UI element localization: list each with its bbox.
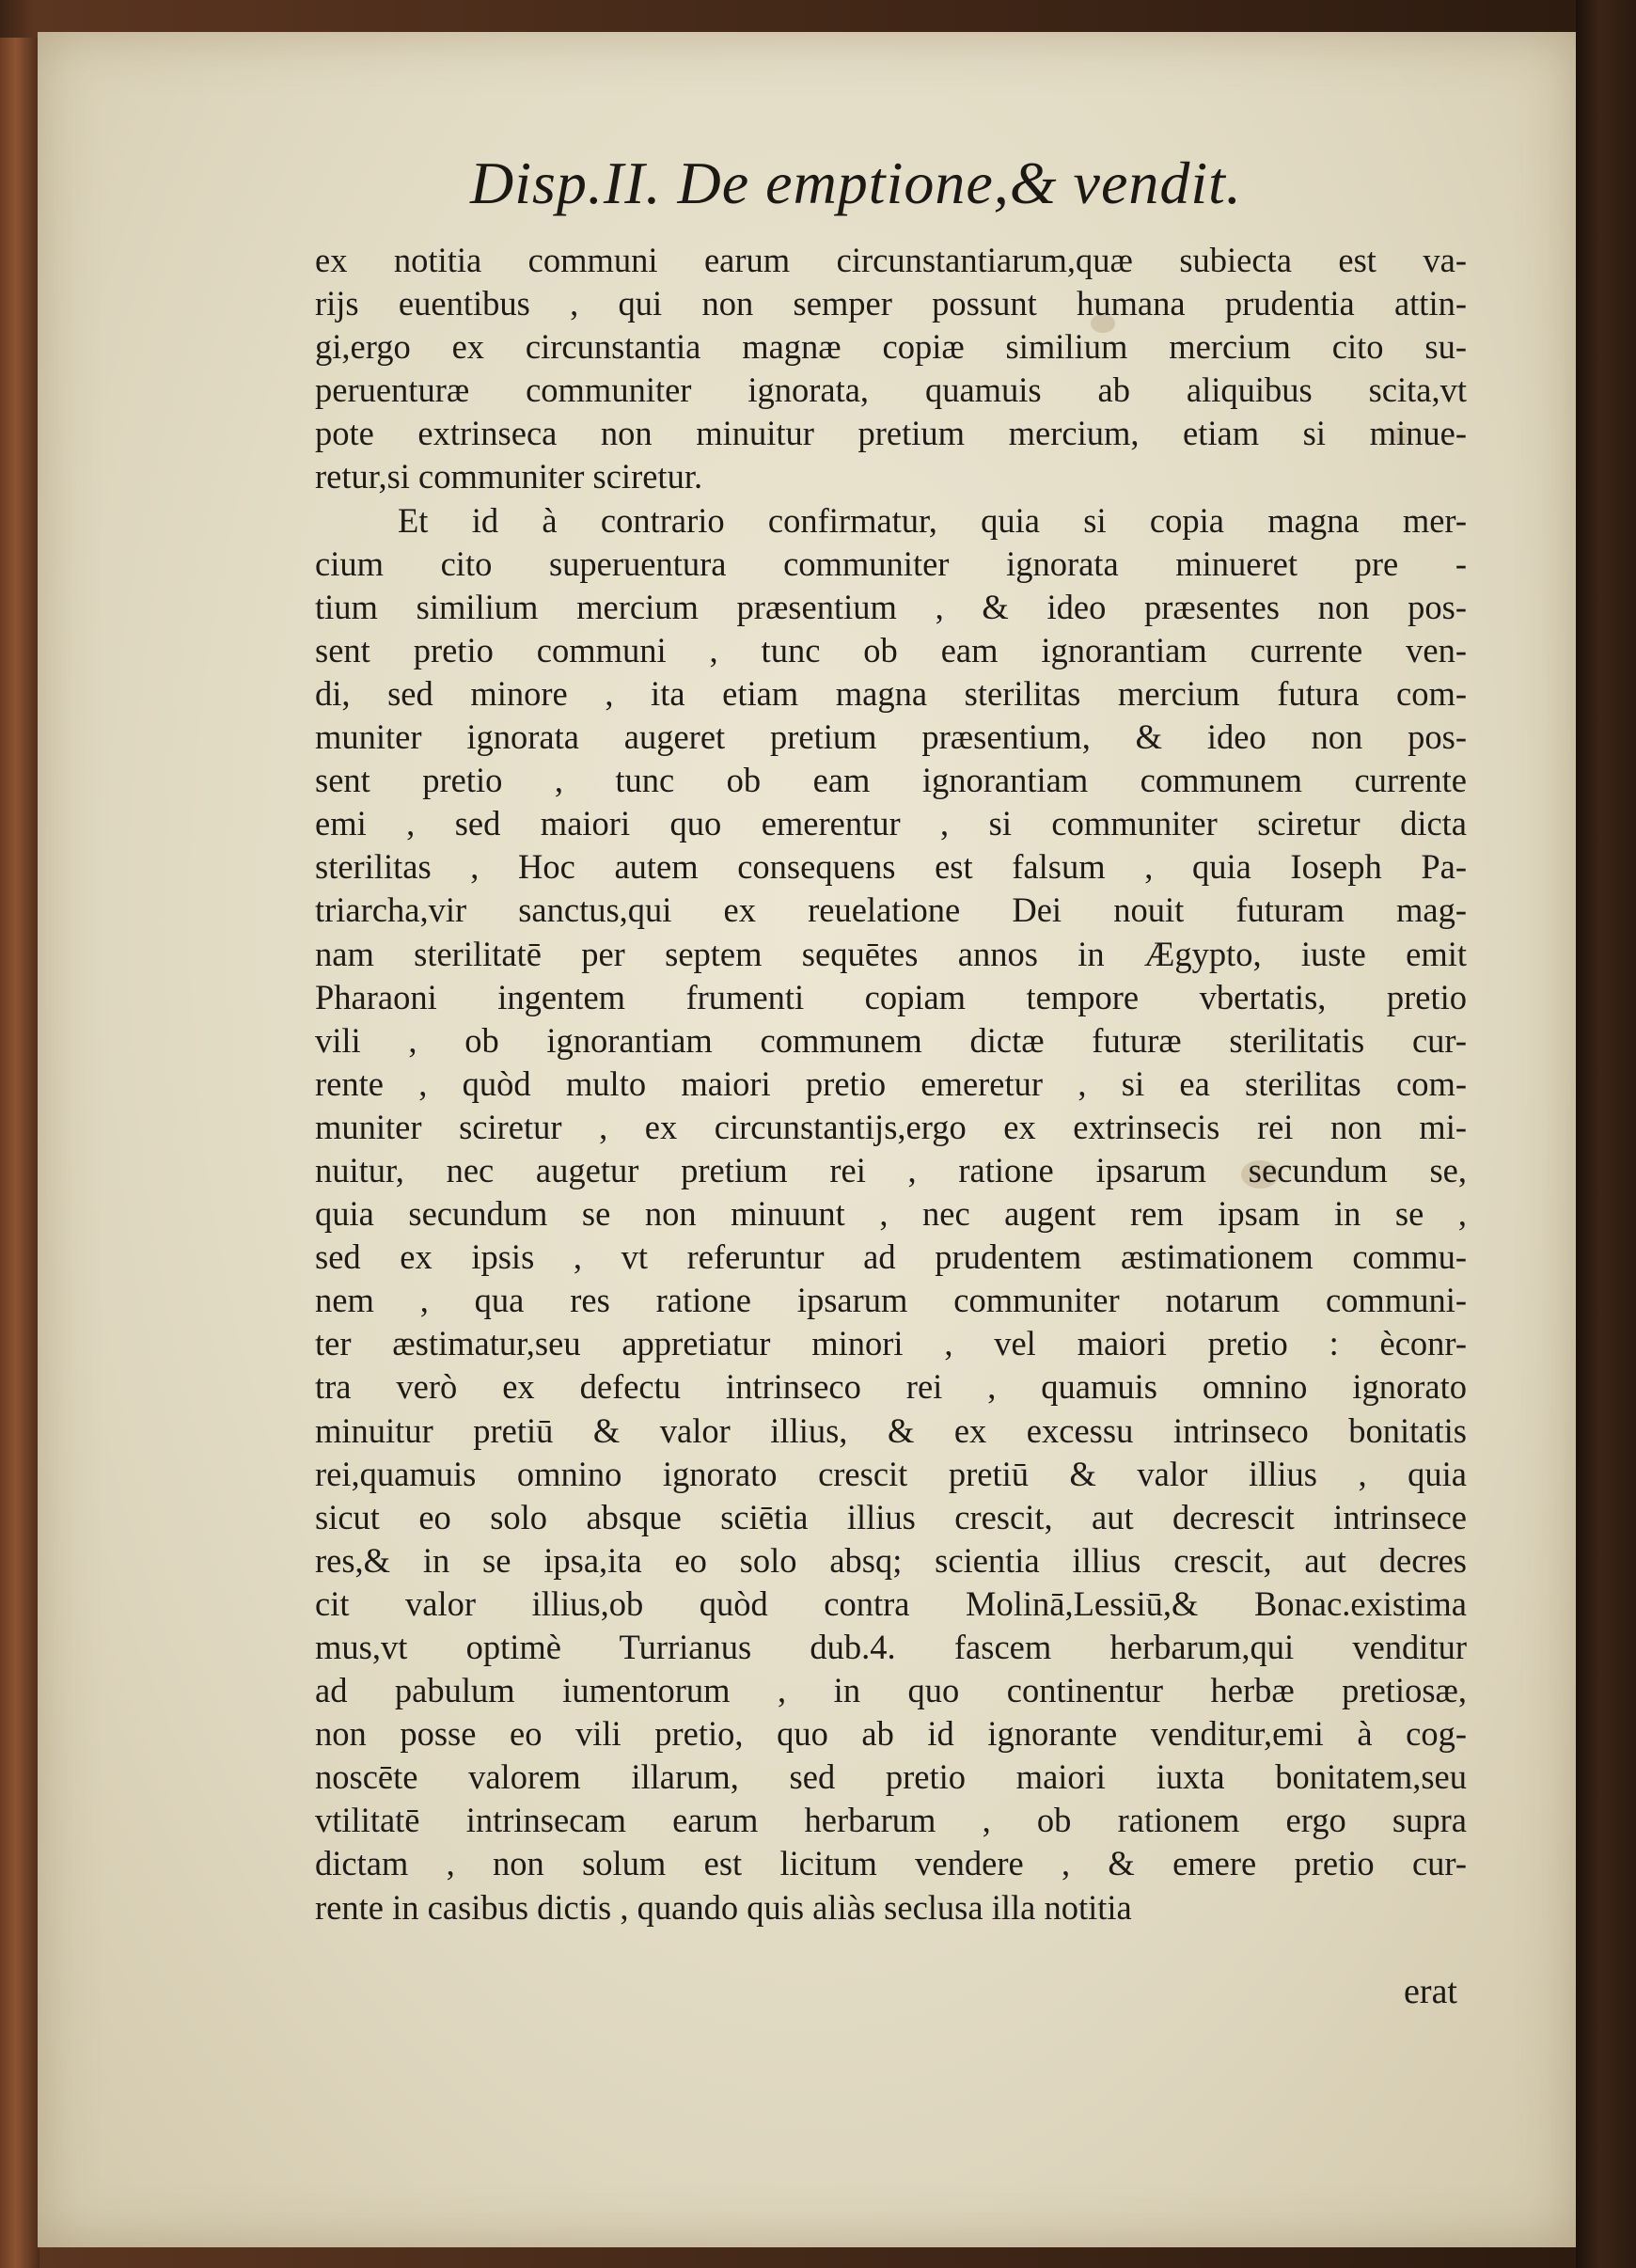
text-line: tra verò ex defectu intrinseco rei , quamuis omnino ignorato xyxy=(315,1367,1467,1407)
text-line: emi , sed maiori quo emerentur , si communiter sciretur dicta xyxy=(315,804,1467,843)
text-line: rei,quamuis omnino ignorato crescit pretiū & valor illius , quia xyxy=(315,1454,1467,1493)
text-line: cium cito superuentura communiter ignorata minueret pre - xyxy=(315,543,1467,583)
text-line: noscēte valorem illarum, sed pretio maiori iuxta bonitatem,seu xyxy=(315,1757,1467,1797)
book-spine-right xyxy=(1576,0,1636,2268)
body-text xyxy=(315,239,1467,1929)
text-line: retur,si communiter sciretur. xyxy=(315,457,703,496)
text-line: Pharaoni ingentem frumenti copiam tempore vbertatis, pretio xyxy=(315,977,1467,1016)
running-title: Disp.II. De emptione,& vendit. xyxy=(470,150,1242,216)
text-line: rijs euentibus , qui non semper possunt humana prudentia attin- xyxy=(315,284,1467,323)
text-line: rente , quòd multo maiori pretio emeretur , si ea sterilitas com- xyxy=(315,1063,1467,1103)
text-line: muniter sciretur , ex circunstantijs,ergo ex extrinsecis rei non mi- xyxy=(315,1107,1467,1146)
text-line: ter æstimatur,seu appretiatur minori , vel maiori pretio : èconr- xyxy=(315,1324,1467,1363)
page-edge-left xyxy=(0,38,39,2268)
text-line: minuitur pretiū & valor illius, & ex excessu intrinseco bonitatis xyxy=(315,1410,1467,1450)
text-line: dictam , non solum est licitum vendere , & emere pretio cur- xyxy=(315,1844,1467,1883)
text-line: res,& in se ipsa,ita eo solo absq; scientia illius crescit, aut decres xyxy=(315,1540,1467,1580)
text-line: vtilitatē intrinsecam earum herbarum , ob rationem ergo supra xyxy=(315,1801,1467,1840)
text-line: sterilitas , Hoc autem consequens est falsum , quia Ioseph Pa- xyxy=(315,847,1467,887)
text-line: sicut eo solo absque sciētia illius crescit, aut decrescit intrinsece xyxy=(315,1497,1467,1536)
text-line: quia secundum se non minuunt , nec augent rem ipsam in se , xyxy=(315,1194,1467,1234)
text-line: cit valor illius,ob quòd contra Molinā,Lessiū,& Bonac.existima xyxy=(315,1583,1467,1623)
text-line: pote extrinseca non minuitur pretium mercium, etiam si minue- xyxy=(315,414,1467,453)
text-line: mus,vt optimè Turrianus dub.4. fascem herbarum,qui venditur xyxy=(315,1628,1467,1666)
text-line: sent pretio communi , tunc ob eam ignorantiam currente ven- xyxy=(315,630,1467,669)
text-line: sent pretio , tunc ob eam ignorantiam communem currente xyxy=(315,761,1467,800)
text-line: sed ex ipsis , vt referuntur ad prudentem æstimationem commu- xyxy=(315,1237,1467,1277)
text-line: nuitur, nec augetur pretium rei , ratione ipsarum secundum se, xyxy=(315,1150,1467,1189)
text-line: nem , qua res ratione ipsarum communiter notarum communi- xyxy=(315,1281,1467,1320)
text-line: nam sterilitatē per septem sequētes annos in Ægypto, iuste emit xyxy=(315,934,1467,973)
text-line: non posse eo vili pretio, quo ab id ignorante venditur,emi à cog- xyxy=(315,1714,1467,1754)
text-line: peruenturæ communiter ignorata, quamuis ab aliquibus scita,vt xyxy=(315,370,1467,410)
text-line: Et id à contrario confirmatur, quia si copia magna mer- xyxy=(398,500,1467,540)
text-line: tium similium mercium præsentium , & ideo præsentes non pos- xyxy=(315,587,1467,626)
text-line: rente in casibus dictis , quando quis aliàs seclusa illa notitia xyxy=(315,1887,1132,1927)
text-line: gi,ergo ex circunstantia magnæ copiæ similium mercium cito su- xyxy=(315,327,1467,367)
text-line: vili , ob ignorantiam communem dictæ futuræ sterilitatis cur- xyxy=(315,1020,1467,1060)
text-line: ex notitia communi earum circunstantiarum,quæ subiecta est va- xyxy=(315,241,1467,279)
catchword: erat xyxy=(1404,1972,1457,2011)
text-line: triarcha,vir sanctus,qui ex reuelatione Dei nouit futuram mag- xyxy=(315,890,1467,930)
text-line: muniter ignorata augeret pretium præsentium, & ideo non pos- xyxy=(315,717,1467,757)
text-line: di, sed minore , ita etiam magna sterilitas mercium futura com- xyxy=(315,673,1467,713)
text-line: ad pabulum iumentorum , in quo continentur herbæ pretiosæ, xyxy=(315,1671,1467,1710)
